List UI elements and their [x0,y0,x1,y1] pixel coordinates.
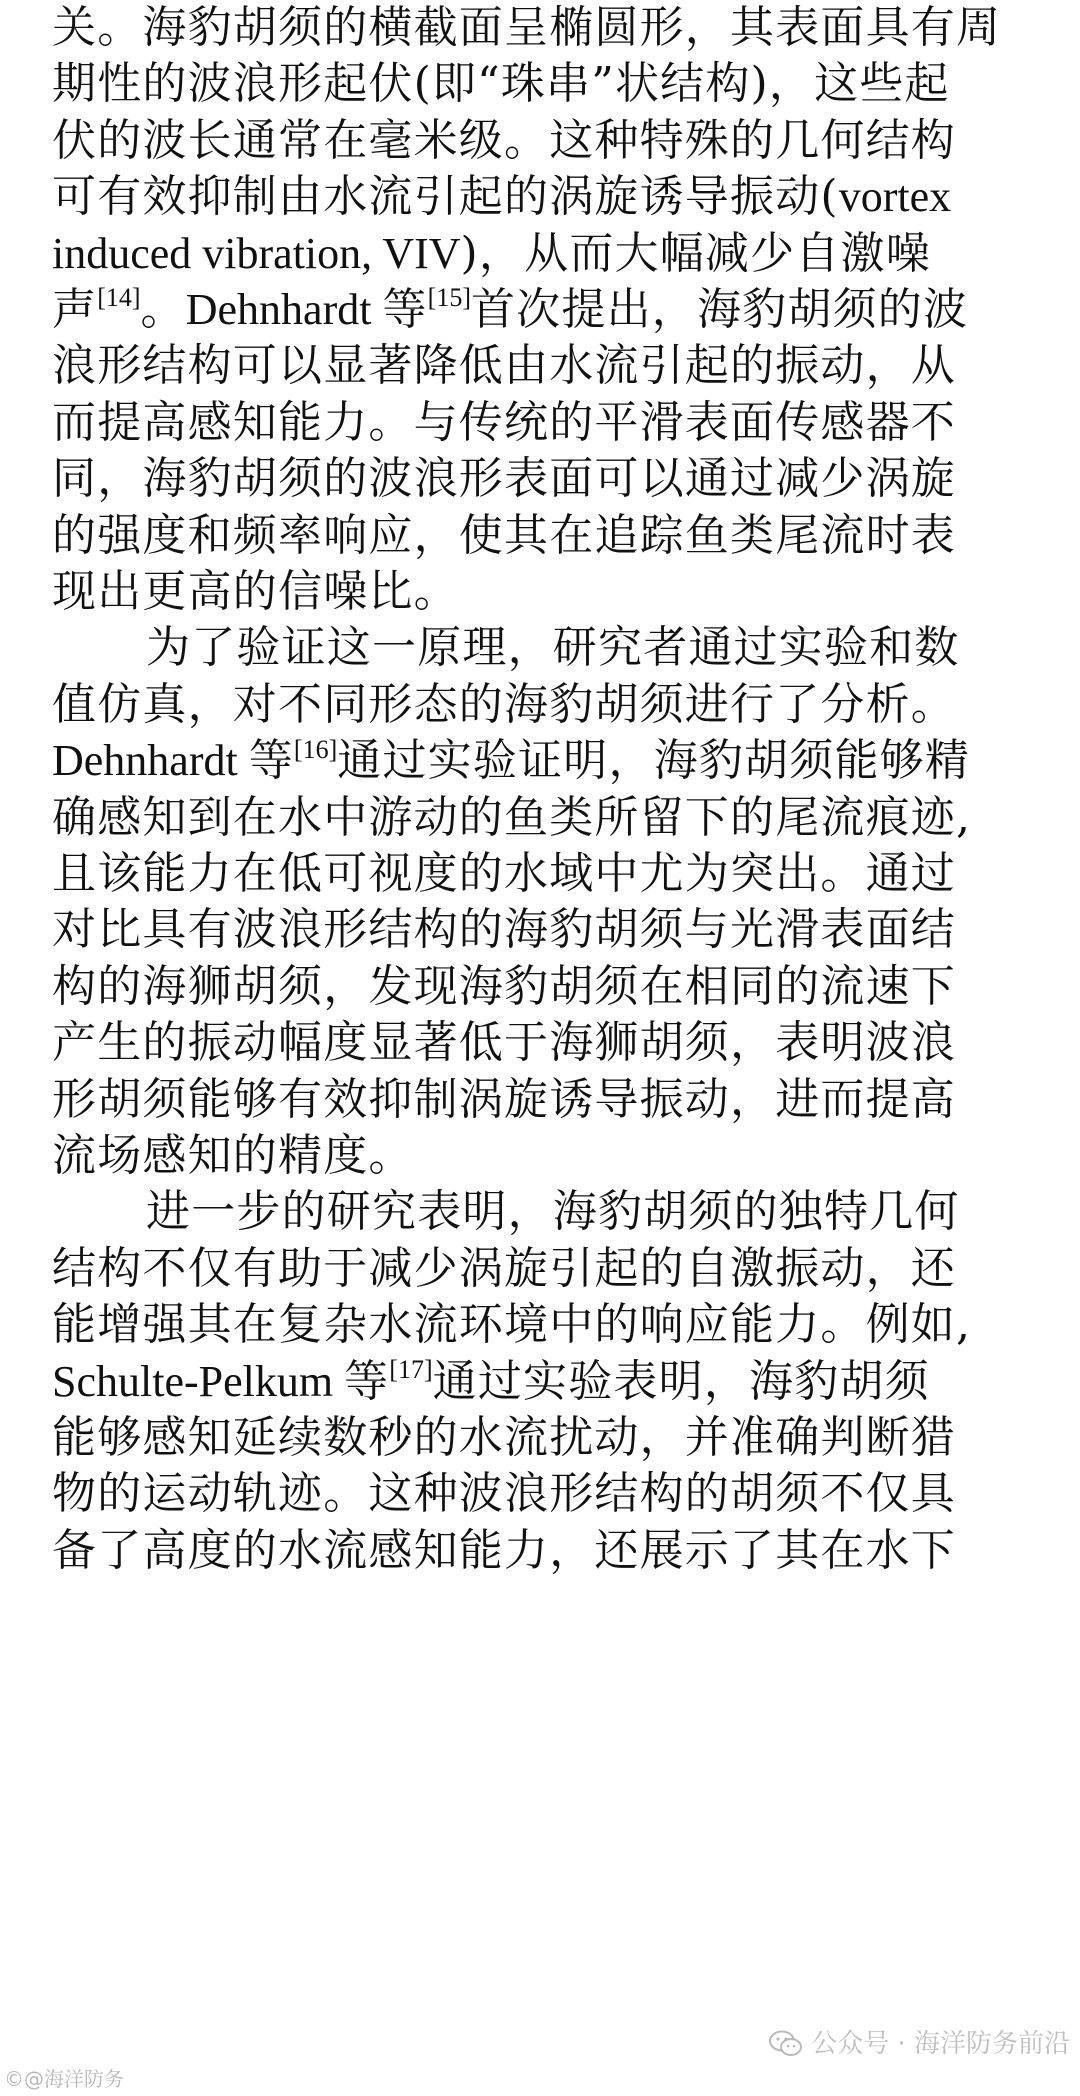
text-segment: 而提高感知能力。与传统的平滑表面传感器不 [52,396,956,448]
watermark-right-text: 公众号 · 海洋防务前沿 [811,2029,1070,2059]
text-segment: 结构不仅有助于减少涡旋引起的自激振动，还 [52,1242,956,1294]
citation-ref: [15] [427,283,471,313]
text-segment: 等 [344,1355,390,1407]
latin-text: vortex [838,172,952,222]
text-line [52,1513,1032,1589]
text-segment: 物的运动轨迹。这种波浪形结构的胡须不仅具 [52,1468,956,1520]
latin-text: Schulte-Pelkum [52,1356,345,1406]
text-segment: 流场感知的精度。 [52,1130,414,1181]
watermark-left-text: ©@海洋防务 [4,2067,124,2091]
citation-ref: [17] [389,1354,433,1384]
text-segment: 通过实验证明，海豹胡须能够精 [337,735,971,787]
text-segment: 产生的振动幅度显著低于海狮胡须，表明波浪 [52,1017,956,1069]
latin-text: Dehnhardt [185,285,383,334]
watermark-left [4,2066,124,2092]
text-segment: 构的海狮胡须，发现海豹胡须在相同的流速下 [52,960,956,1012]
text-segment: 通过实验表明，海豹胡须 [432,1355,930,1407]
text-segment: 备了高度的水流感知能力，还展示了其在水下 [52,1524,956,1576]
text-segment: 对比具有波浪形结构的海豹胡须与光滑表面结 [52,904,956,956]
text-segment: 进一步的研究表明，海豹胡须的独特几何 [146,1186,960,1238]
text-segment: 且该能力在低可视度的水域中尤为突出。通过 [52,848,956,899]
watermark-right [769,2028,1070,2060]
text-segment: 伏的波长通常在毫米级。这种特殊的几何结构 [52,114,956,166]
text-segment: 现出更高的信噪比。 [52,566,459,617]
text-segment: 期性的波浪形起伏(即“珠串”状结构)，这些起 [52,58,950,110]
text-segment: 等 [382,284,428,335]
text-segment: 声 [52,284,98,335]
text-segment: 确感知到在水中游动的鱼类所留下的尾流痕迹, [52,791,972,843]
latin-text: Dehnhardt [52,736,249,786]
text-segment: 的强度和频率响应，使其在追踪鱼类尾流时表 [52,509,956,561]
citation-ref: [16] [293,734,338,764]
text-segment: 能增强其在复杂水流环境中的响应能力。例如, [52,1299,972,1351]
citation-ref: [14] [97,283,141,313]
text-segment: )，从而大幅减少自激噪 [460,227,931,279]
wechat-icon [769,2030,803,2058]
text-segment: 首次提出，海豹胡须的波 [470,284,969,335]
text-segment: 关。海豹胡须的横截面呈椭圆形，其表面具有周 [52,2,1002,53]
text-segment: 形胡须能够有效抑制涡旋诱导振动，进而提高 [52,1073,956,1125]
latin-text: induced vibration, VIV [52,228,461,278]
text-segment: 能够感知延续数秒的水流扰动，并准确判断猎 [52,1412,956,1463]
text-segment: 为了验证这一原理，研究者通过实验和数 [146,622,960,674]
text-segment: 可有效抑制由水流引起的涡旋诱导振动( [52,171,839,223]
text-segment: 值仿真，对不同形态的海豹胡须进行了分析。 [52,678,956,730]
text-segment: 浪形结构可以显著降低由水流引起的振动，从 [52,340,956,392]
text-segment: 等 [248,735,294,787]
text-segment: 。 [140,284,186,335]
text-segment: 同，海豹胡须的波浪形表面可以通过减少涡旋 [52,453,956,505]
